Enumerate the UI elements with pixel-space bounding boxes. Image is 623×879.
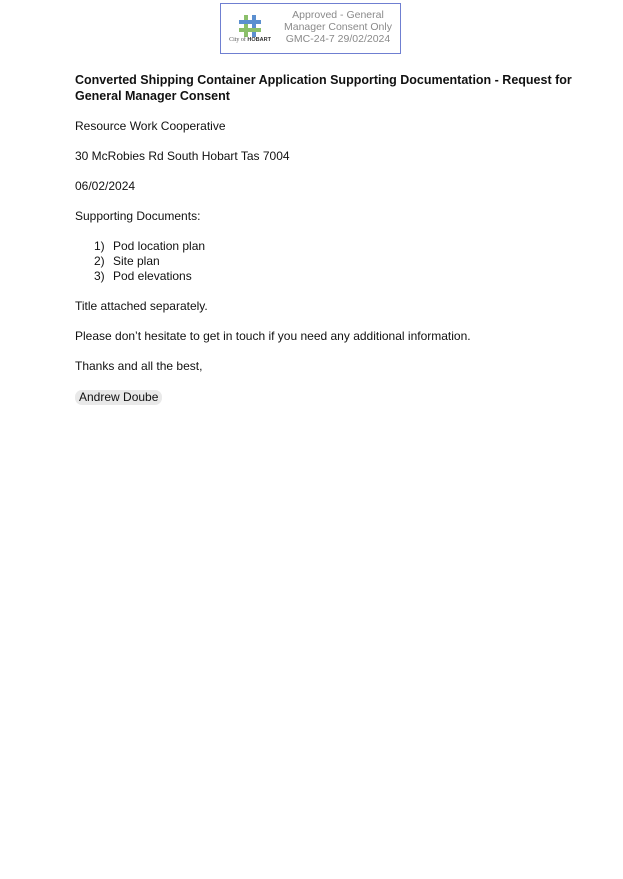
document-title: Converted Shipping Container Application Supporting Documentation - Request for General Manager Consent bbox=[75, 73, 572, 103]
list-item-label: Pod elevations bbox=[113, 269, 192, 283]
signature-name: Andrew Doube bbox=[75, 390, 162, 405]
contact-note: Please don’t hesitate to get in touch if you need any additional information. bbox=[75, 329, 471, 343]
list-item bbox=[75, 269, 575, 284]
list-item bbox=[75, 239, 575, 254]
stamp-text bbox=[277, 9, 399, 45]
stamp-line-2: Manager Consent Only bbox=[284, 21, 392, 33]
logo-caption bbox=[226, 37, 274, 43]
list-item bbox=[75, 254, 575, 269]
list-item-number: 3) bbox=[94, 269, 105, 283]
site-address: 30 McRobies Rd South Hobart Tas 7004 bbox=[75, 149, 290, 163]
stamp-line-1: Approved - General bbox=[292, 9, 384, 21]
logo-caption-name: HOBART bbox=[247, 37, 271, 43]
list-item-number: 1) bbox=[94, 239, 105, 253]
approval-stamp bbox=[220, 3, 401, 54]
list-item-number: 2) bbox=[94, 254, 105, 268]
closing-line: Thanks and all the best, bbox=[75, 359, 203, 373]
document-date: 06/02/2024 bbox=[75, 179, 136, 193]
supporting-documents-heading: Supporting Documents: bbox=[75, 209, 201, 223]
organisation-name: Resource Work Cooperative bbox=[75, 119, 226, 133]
document-body bbox=[75, 73, 575, 405]
logo-caption-script: City of bbox=[229, 37, 246, 43]
list-item-label: Site plan bbox=[113, 254, 160, 268]
supporting-documents-list bbox=[75, 239, 575, 284]
list-item-label: Pod location plan bbox=[113, 239, 206, 253]
stamp-line-3: GMC-24-7 29/02/2024 bbox=[285, 33, 391, 45]
title-note: Title attached separately. bbox=[75, 299, 208, 313]
